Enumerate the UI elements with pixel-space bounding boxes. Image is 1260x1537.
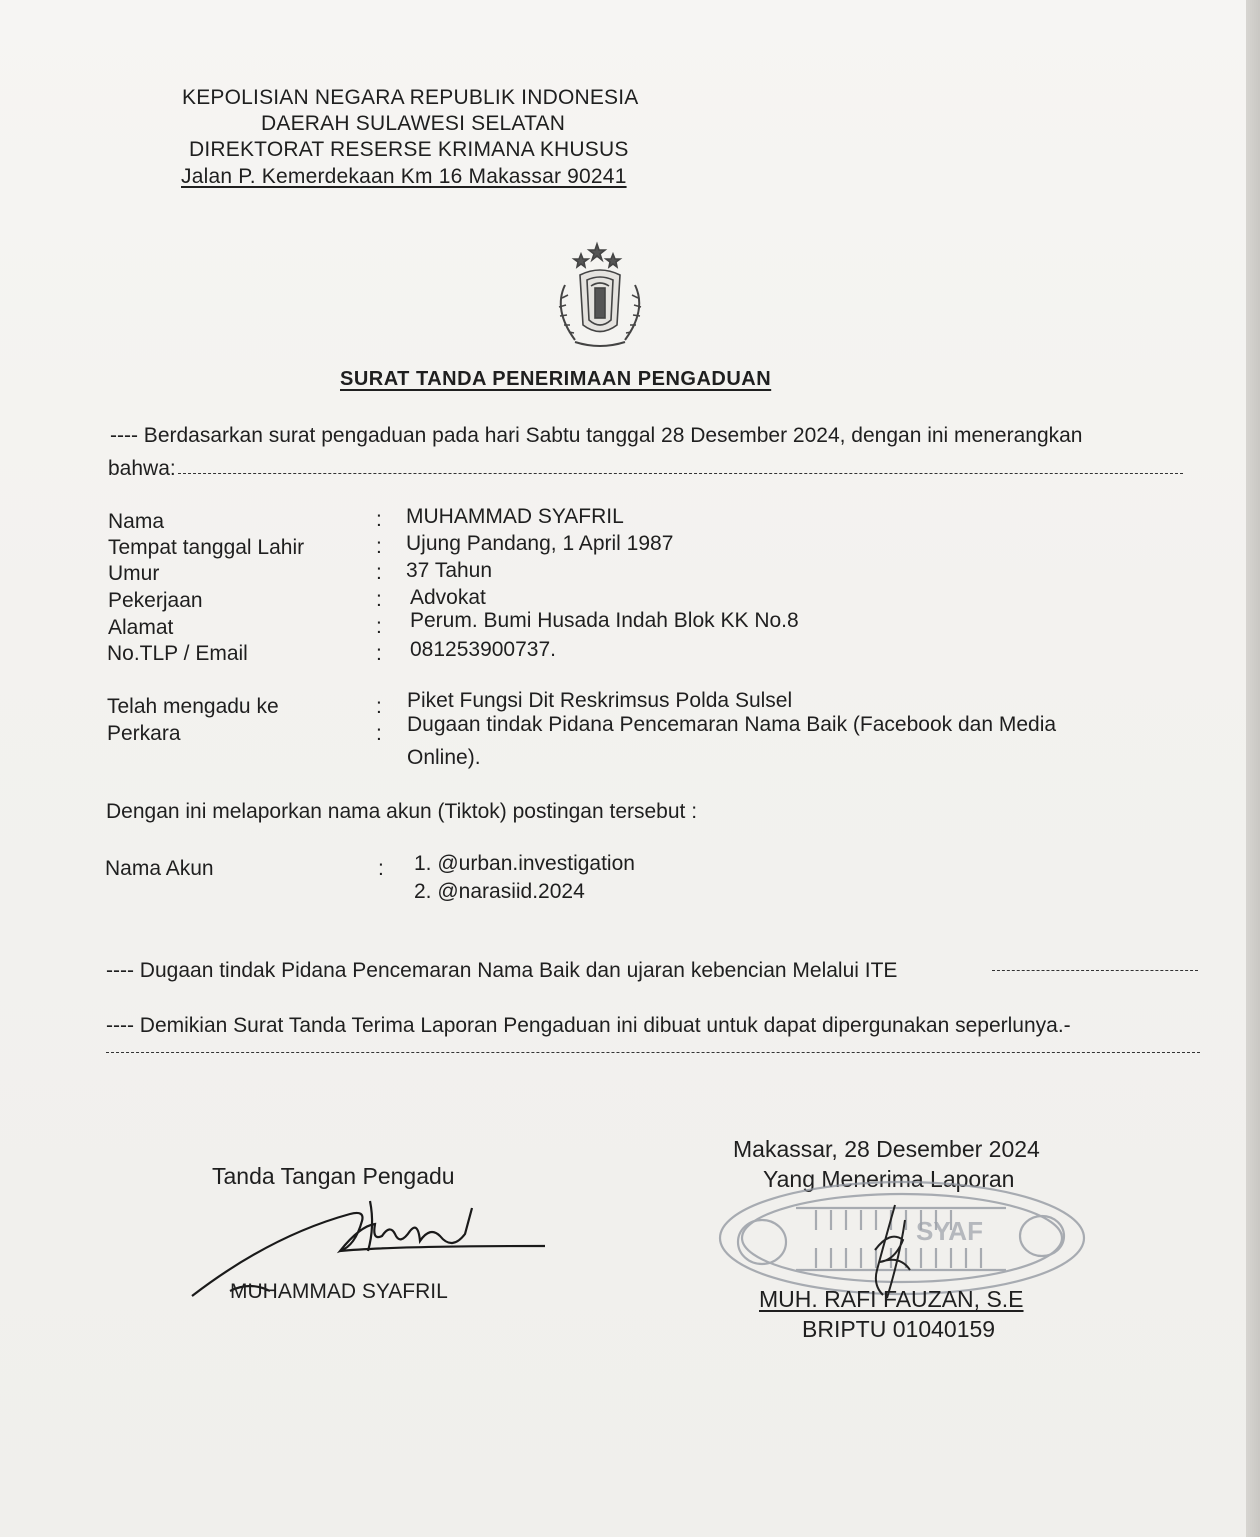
complaint-to-label: Telah mengadu ke	[107, 695, 279, 718]
stamp-text: SYAF	[916, 1216, 983, 1246]
header-line-2: DAERAH SULAWESI SELATAN	[261, 112, 566, 135]
colon: :	[376, 642, 382, 665]
field-label-pekerjaan: Pekerjaan	[108, 589, 203, 612]
colon: :	[376, 615, 382, 638]
allegation-text: ---- Dugaan tindak Pidana Pencemaran Nama Baik dan ujaran kebencian Melalui ITE	[106, 959, 898, 982]
field-label-alamat: Alamat	[108, 616, 174, 639]
field-label-ttl: Tempat tanggal Lahir	[108, 536, 305, 559]
complainant-name: MUHAMMAD SYAFRIL	[230, 1280, 448, 1303]
colon: :	[376, 508, 382, 531]
police-emblem-icon	[535, 240, 665, 355]
report-statement: Dengan ini melaporkan nama akun (Tiktok) postingan tersebut :	[106, 800, 698, 823]
colon: :	[376, 535, 382, 558]
header-address: Jalan P. Kemerdekaan Km 16 Makassar 90241	[181, 165, 627, 188]
field-value-pekerjaan: Advokat	[410, 586, 486, 609]
dashed-line	[992, 970, 1198, 971]
case-label: Perkara	[107, 722, 181, 745]
colon: :	[376, 561, 382, 584]
field-label-nama: Nama	[108, 510, 165, 533]
receiver-signature-image	[855, 1200, 925, 1300]
intro-text: ---- Berdasarkan surat pengaduan pada hari Sabtu tanggal 28 Desember 2024, dengan ini menerangkan	[110, 424, 1083, 447]
document-title: SURAT TANDA PENERIMAAN PENGADUAN	[340, 368, 772, 390]
receiver-name: MUH. RAFI FAUZAN, S.E	[759, 1286, 1024, 1312]
colon: :	[376, 695, 382, 718]
dashed-line	[178, 473, 1183, 474]
header-line-3: DIREKTORAT RESERSE KRIMANA KHUSUS	[189, 138, 629, 161]
header-line-1: KEPOLISIAN NEGARA REPUBLIK INDONESIA	[182, 86, 639, 109]
colon: :	[376, 588, 382, 611]
page-edge	[1246, 0, 1260, 1537]
field-value-tlp: 081253900737.	[410, 638, 556, 661]
accounts-label: Nama Akun	[105, 857, 214, 880]
colon: :	[378, 857, 384, 880]
dashed-line	[106, 1052, 1200, 1053]
complaint-to-value: Piket Fungsi Dit Reskrimsus Polda Sulsel	[407, 689, 793, 712]
account-item-2: 2. @narasiid.2024	[414, 880, 585, 903]
colon: :	[376, 722, 382, 745]
complainant-caption: Tanda Tangan Pengadu	[212, 1163, 455, 1189]
receiver-place-date: Makassar, 28 Desember 2024	[733, 1136, 1040, 1162]
receiver-rank-id: BRIPTU 01040159	[802, 1316, 996, 1342]
field-label-tlp: No.TLP / Email	[107, 642, 248, 665]
field-value-ttl: Ujung Pandang, 1 April 1987	[406, 532, 674, 555]
field-label-umur: Umur	[108, 562, 160, 585]
field-value-alamat: Perum. Bumi Husada Indah Blok KK No.8	[410, 609, 799, 632]
closing-text: ---- Demikian Surat Tanda Terima Laporan Pengaduan ini dibuat untuk dapat dipergunakan seperlunya.-	[106, 1014, 1071, 1037]
account-item-1: 1. @urban.investigation	[414, 852, 635, 875]
case-value-line-1: Dugaan tindak Pidana Pencemaran Nama Baik (Facebook dan Media	[407, 713, 1057, 736]
intro-continuation: bahwa:	[108, 457, 176, 480]
case-value-line-2: Online).	[407, 746, 481, 769]
field-value-nama: MUHAMMAD SYAFRIL	[406, 505, 624, 528]
field-value-umur: 37 Tahun	[406, 559, 493, 582]
receiver-caption: Yang Menerima Laporan	[763, 1166, 1015, 1192]
